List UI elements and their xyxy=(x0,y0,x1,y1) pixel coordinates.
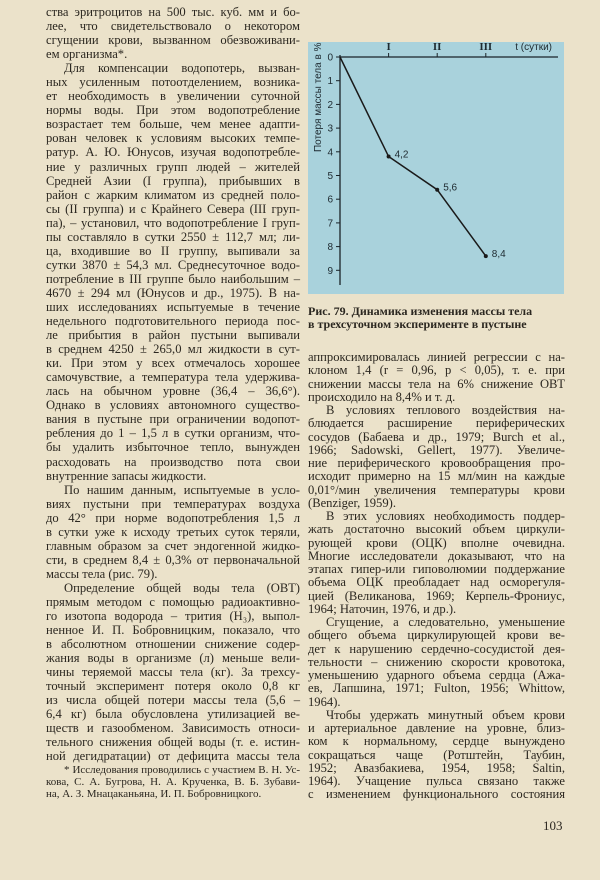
text-line: бы удалить избыточное тепло, вынужден xyxy=(46,440,300,455)
text-line: сгущении крови, вызванном обезвоживани- xyxy=(46,33,300,48)
text-line: Определение общей воды тела (ОВТ) xyxy=(64,580,300,595)
text-line: 0,01°/мин увеличения температуры крови xyxy=(308,482,565,497)
text-line: общего объема циркулирующей крови ве- xyxy=(308,628,565,643)
text-line: 1964). xyxy=(308,694,341,709)
text-line: аппроксимировалась линией регрессии с на- xyxy=(308,350,565,364)
footnote-line: на, А. З. Мнацаканьяна, И. П. Бобровницкого. xyxy=(46,787,262,800)
text-line: ществ и газообменом. Зависимость относи- xyxy=(46,721,300,736)
left-text-column xyxy=(46,5,300,764)
text-line: точный эксперимент потеря около 0,8 кг xyxy=(46,679,300,694)
text-line: ратур. А. Ю. Юнусов, изучая водопотребле- xyxy=(46,145,300,160)
text-line: ев, Лапшина, 1971; Fulton, 1956; Whittow, xyxy=(308,681,565,696)
text-line: Сгущение, а следовательно, уменьшение xyxy=(326,615,565,629)
text-line: район с жарким климатом из средней поло- xyxy=(46,187,300,202)
text-line: этапах гипер-или гиповолюмии поддержание xyxy=(308,562,565,576)
y-tick-label: 5 xyxy=(327,171,333,182)
page-number: 103 xyxy=(543,818,563,833)
text-line: вания в пустыне при ограничении водопот- xyxy=(46,412,300,427)
y-tick-label: 8 xyxy=(327,242,333,254)
text-line: ства эритроцитов на 500 тыс. куб. мм и бо- xyxy=(46,5,300,19)
text-line: объема ОЦК преобладает над осморегуля- xyxy=(308,575,565,590)
text-line: ком к нормальному, сердце вынуждено xyxy=(308,734,565,749)
text-line: го изотопа водорода – трития (H₃), выпол- xyxy=(46,609,300,624)
text-line: сы (II группа) и с Крайнего Севера (III груп- xyxy=(46,201,300,216)
text-line: В этих условиях необходимость поддер- xyxy=(326,509,565,523)
text-line: 1964). Учащение пульса связано также xyxy=(308,774,565,788)
text-line: в сутки уже к исходу третьих суток теряли, xyxy=(46,524,300,539)
y-axis-label: Потеря массы тела в % xyxy=(313,42,324,152)
y-tick-label: 4 xyxy=(327,147,333,159)
text-line: в абсолютном отношении снижение содер- xyxy=(46,637,300,652)
text-line: па), – установил, что водопотребление I груп- xyxy=(46,215,300,230)
text-line: ненное И. П. Бобровницким, показало, что xyxy=(46,623,300,638)
text-line: 1964; Наточин, 1976, и др.). xyxy=(308,601,457,616)
paragraph xyxy=(46,483,300,581)
text-line: снижении массы тела на 6% снижение ОВТ xyxy=(308,376,565,391)
text-line: ных усиленным потоотделением, возника- xyxy=(46,75,300,90)
text-line: прямым методом с помощью радиоактивно- xyxy=(46,594,300,609)
y-tick-label: 0 xyxy=(327,52,333,64)
y-tick-label: 9 xyxy=(327,265,333,277)
data-point-label: 4,2 xyxy=(394,149,409,161)
text-line: потребление в III группе было наибольшим – xyxy=(46,271,300,286)
footnote-line: кова, С. А. Бугрова, Н. А. Крученка, В. Б. Зубави- xyxy=(46,775,300,788)
paragraph xyxy=(308,351,565,404)
data-point xyxy=(484,254,488,258)
text-line: рован человек к условиям высоких темпе- xyxy=(46,131,300,146)
figure-79-chart xyxy=(308,42,564,294)
paragraph xyxy=(308,404,565,510)
text-line: Однако в условиях автономного существо- xyxy=(46,398,300,413)
y-tick-label: 6 xyxy=(327,194,333,206)
text-line: сутки 3870 ± 54,3 мл. Среднесуточное водо- xyxy=(46,257,300,272)
text-line: Средней Азии (I группа), прибывших в xyxy=(46,173,300,188)
text-line: По нашим данным, испытуемые в усло- xyxy=(64,482,300,497)
y-tick-label: 3 xyxy=(327,123,333,135)
text-line: клоном 1,4 (r = 0,96, p < 0,05), т. е. при xyxy=(308,363,565,378)
text-line: блюдается расширение периферических xyxy=(308,416,565,431)
data-point xyxy=(387,155,391,159)
y-tick-label: 7 xyxy=(327,218,333,230)
text-line: в среднем 4250 ± 265,0 мл жидкости в сут- xyxy=(46,342,300,357)
text-line: (Benziger, 1959). xyxy=(308,495,396,510)
text-line: до 42° при норме водопотребления 1,5 л xyxy=(46,510,300,525)
series-line xyxy=(340,57,486,256)
text-line: ки. При этом у всех отмечалось хорошее xyxy=(46,356,300,371)
text-line: виях пустыни при температурах воздуха xyxy=(46,496,300,511)
paragraph xyxy=(308,510,565,616)
text-line: с изменением функционального состояния xyxy=(308,787,565,802)
data-point xyxy=(435,188,439,192)
right-text-column xyxy=(308,351,565,802)
text-line: уменьшению ударного объема сердца (Ажа- xyxy=(308,668,565,682)
x-tick-label: I xyxy=(386,42,391,53)
text-line: тельного снижения общей воды (т. е. истин- xyxy=(46,735,300,750)
data-point-label: 5,6 xyxy=(443,182,458,194)
text-line: жать достаточно высокий объем циркули- xyxy=(308,522,565,537)
text-line: недельного подготовительного периода пос- xyxy=(46,314,300,329)
text-line: возрастает тем больше, чем менее адапти- xyxy=(46,117,300,132)
x-tick-label: II xyxy=(432,42,442,53)
footnote-line: * Исследования проводились с участием В. Н. Ус- xyxy=(64,764,300,776)
paragraph xyxy=(308,616,565,709)
text-line: самочувствие, а температура тела удержива- xyxy=(46,370,300,385)
y-tick-label: 2 xyxy=(327,99,333,111)
chart-svg xyxy=(308,42,564,294)
paragraph xyxy=(46,581,300,764)
text-line: Чтобы удержать минутный объем крови xyxy=(326,707,565,722)
caption-line: Рис. 79. Динамика изменения массы тела xyxy=(308,304,533,318)
caption-line: в трехсуточном эксперименте в пустыне xyxy=(308,317,527,331)
text-line: и артериальное давление на уровне, близ- xyxy=(308,721,565,735)
y-tick-label: 1 xyxy=(327,76,333,88)
text-line: ших исследованиях испытуемые в течение xyxy=(46,299,300,314)
text-line: жания воды в организме (л) меньше вели- xyxy=(46,651,300,666)
paragraph xyxy=(46,5,300,61)
text-line: ем организма*. xyxy=(46,47,128,62)
text-line: сосудов (Бабаева и др., 1979; Burch et al., xyxy=(308,429,565,444)
text-line: цией (Великанова, 1969; Керпель-Фрониус, xyxy=(308,588,565,603)
text-line: рующей крови (ОЦК) вполне очевидна. xyxy=(308,535,565,550)
text-line: ной дегидратации) от дефицита массы тела xyxy=(46,749,300,764)
text-line: расходовать на производство пота свои xyxy=(46,454,300,469)
text-line: 1966; Sadowski, Gellert, 1977). Увеличе- xyxy=(308,442,565,457)
text-line: чины теряемой массы тела (кг). За трехсу- xyxy=(46,665,300,680)
text-line: В условиях теплового воздействия на- xyxy=(326,403,565,417)
text-line: нормы воды. При этом водопотребление xyxy=(46,103,300,118)
text-line: ца, входившие во II группу, выпивали за xyxy=(46,243,300,258)
text-line: внутренние запасы жидкости. xyxy=(46,468,207,483)
x-axis-label: t (сутки) xyxy=(515,42,552,53)
text-line: пы составляло в сутки 2550 ± 112,7 мл; ли- xyxy=(46,229,300,244)
text-line: из числа общей потери массы тела (5,6 – xyxy=(46,693,300,708)
text-line: тельности – снижению скорости кровотока, xyxy=(308,654,565,669)
text-line: массы тела (рис. 79). xyxy=(46,566,158,581)
text-line: лее, что свидетельствовало о некотором xyxy=(46,19,300,34)
text-line: сокращаться чаще (Ротштейн, Таубин, xyxy=(308,747,565,762)
text-line: 1952; Авазбакиева, 1954, 1958; Saltin, xyxy=(308,760,565,775)
text-line: лась на обычном уровне (36,4 – 36,6°). xyxy=(46,384,300,399)
paragraph xyxy=(308,709,565,802)
text-line: дет к нарушению сердечно-сосудистой дея- xyxy=(308,641,565,656)
data-point-label: 8,4 xyxy=(491,249,506,261)
text-line: происходило на 8,4% и т. д. xyxy=(308,389,456,404)
text-line: 6,4 кг) была обусловлена утилизацией ве- xyxy=(46,707,300,722)
x-tick-label: III xyxy=(479,42,493,53)
text-line: исходит примерно на 15 мл/мин на каждые xyxy=(308,469,565,484)
text-line: главным образом за счет эндогенной жидко- xyxy=(46,538,300,553)
text-line: ле прибытия в район пустыни выпивали xyxy=(46,328,300,343)
text-line: ние у различных групп людей – жителей xyxy=(46,159,300,174)
text-line: ребления до 1 – 1,5 л в сутки организм, что- xyxy=(46,426,300,441)
figure-caption xyxy=(308,305,565,331)
footnote xyxy=(46,765,300,800)
text-line: сти, в среднем 8,4 ± 0,3% от первоначальной xyxy=(46,552,300,567)
text-line: 4670 ± 294 мл (Юнусов и др., 1975). В на- xyxy=(46,285,300,300)
text-line: ет необходимость в увеличении суточной xyxy=(46,89,300,104)
text-line: Для компенсации водопотерь, вызван- xyxy=(64,61,300,76)
text-line: Многие исследователи доказывают, что на xyxy=(308,548,565,563)
text-line: ние периферического кровообращения про- xyxy=(308,456,565,470)
paragraph xyxy=(46,61,300,482)
